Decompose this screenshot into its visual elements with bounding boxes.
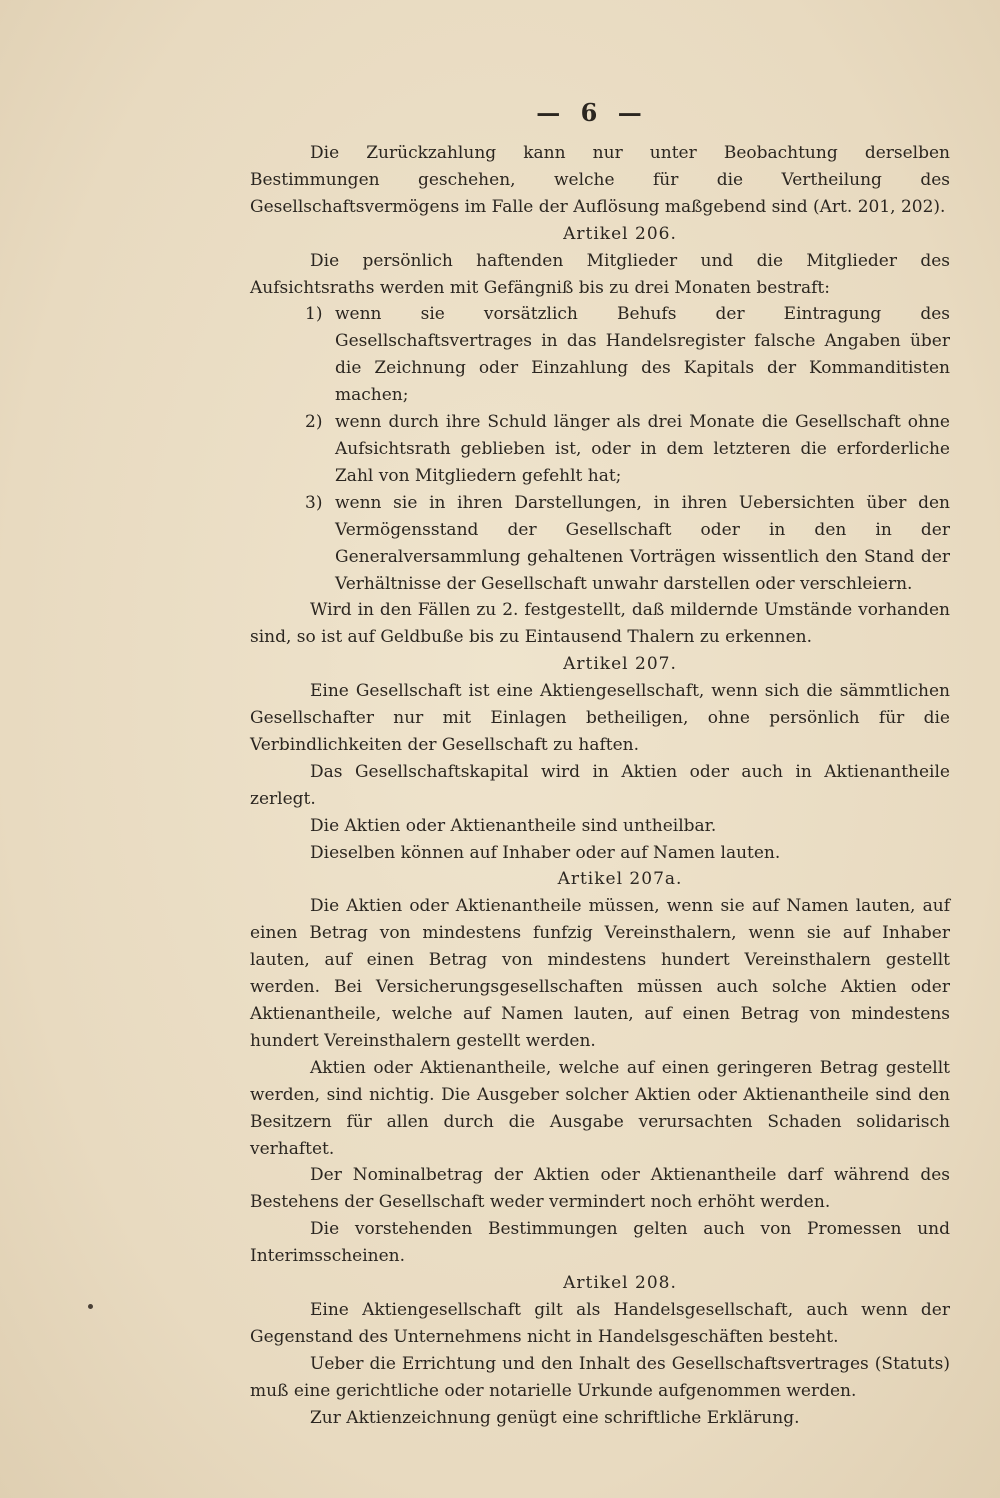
- paragraph: Die Aktien oder Aktienantheile sind untheilbar.: [310, 815, 717, 836]
- paragraph: Die persönlich haftenden Mitglieder und die Mitglieder des Aufsichtsraths werden mit Gefängniß bis zu drei Monaten bestraft:: [250, 250, 950, 298]
- paragraph: Dieselben können auf Inhaber oder auf Namen lauten.: [310, 842, 781, 863]
- paragraph: Eine Aktiengesellschaft gilt als Handelsgesellschaft, auch wenn der Gegenstand des Unternehmens nicht in Handelsgeschäften besteht.: [250, 1299, 950, 1347]
- list-item: [250, 409, 950, 490]
- body-text: [250, 140, 950, 1432]
- paragraph: Wird in den Fällen zu 2. festgestellt, daß mildernde Umstände vorhanden sind, so ist auf Geldbuße bis zu Eintausend Thalern zu erkennen.: [250, 600, 950, 648]
- paragraph: Ueber die Errichtung und den Inhalt des Gesellschaftsvertrages (Statuts) muß eine gerichtliche oder notarielle Urkunde aufgenommen werden.: [250, 1353, 950, 1401]
- article-heading: Artikel 207a.: [557, 869, 683, 890]
- list-item-text: wenn sie vorsätzlich Behufs der Eintragung des Gesellschaftsvertrages in das Handelsregister falsche Angaben über die Zeichnung oder Einzahlung des Kapitals der Kommanditisten machen;: [335, 304, 950, 406]
- list-item: [250, 490, 950, 598]
- paragraph: Die Zurückzahlung kann nur unter Beobachtung derselben Bestimmungen geschehen, welche für die Vertheilung des Gesellschaftsvermögens im Falle der Auflösung maßgebend sind (Art. 201, 202).: [250, 143, 950, 217]
- paragraph: Zur Aktienzeichnung genügt eine schriftliche Erklärung.: [310, 1407, 800, 1428]
- page-number: — 6 —: [536, 98, 648, 127]
- list-item-text: wenn durch ihre Schuld länger als drei Monate die Gesellschaft ohne Aufsichtsrath geblieben ist, oder in dem letzteren die erforderliche Zahl von Mitgliedern gefehlt hat;: [335, 412, 950, 486]
- list-item-text: wenn sie in ihren Darstellungen, in ihren Uebersichten über den Vermögensstand der Gesellschaft oder in den in der Generalversammlung gehaltenen Vorträgen wissentlich den Stand der Verhältnisse der Gesellschaft unwahr darstellen oder verschleiern.: [335, 492, 950, 594]
- margin-dot: [88, 1304, 93, 1309]
- list-item-number: 1): [305, 304, 323, 325]
- paragraph: Aktien oder Aktienantheile, welche auf einen geringeren Betrag gestellt werden, sind nichtig. Die Ausgeber solcher Aktien oder Aktienantheile sind den Besitzern für allen durch die Ausgabe verursachten Schaden solidarisch verhaftet.: [250, 1057, 950, 1159]
- article-heading: Artikel 206.: [563, 223, 677, 244]
- list-item: [250, 301, 950, 409]
- paragraph: Der Nominalbetrag der Aktien oder Aktienantheile darf während des Bestehens der Gesellschaft weder vermindert noch erhöht werden.: [250, 1165, 950, 1213]
- paragraph: Die Aktien oder Aktienantheile müssen, wenn sie auf Namen lauten, auf einen Betrag von mindestens funfzig Vereinsthalern, wenn sie auf Inhaber lauten, auf einen Betrag von mindestens hundert Vereinsthalern gestellt werden. Bei Versicherungsgesellschaften müssen auch solche Aktien oder Aktienantheile, welche auf Namen lauten, auf einen Betrag von mindestens hundert Vereinsthalern gestellt werden.: [250, 896, 950, 1051]
- paragraph: Die vorstehenden Bestimmungen gelten auch von Promessen und Interimsscheinen.: [250, 1219, 950, 1267]
- list-item-number: 2): [305, 412, 323, 433]
- list-item-number: 3): [305, 492, 323, 513]
- paragraph: Eine Gesellschaft ist eine Aktiengesellschaft, wenn sich die sämmtlichen Gesellschafter nur mit Einlagen betheiligen, ohne persönlich für die Verbindlichkeiten der Gesellschaft zu haften.: [250, 681, 950, 755]
- article-heading: Artikel 207.: [563, 654, 677, 675]
- paragraph: Das Gesellschaftskapital wird in Aktien oder auch in Aktienantheile zerlegt.: [250, 761, 950, 809]
- article-heading: Artikel 208.: [563, 1273, 677, 1294]
